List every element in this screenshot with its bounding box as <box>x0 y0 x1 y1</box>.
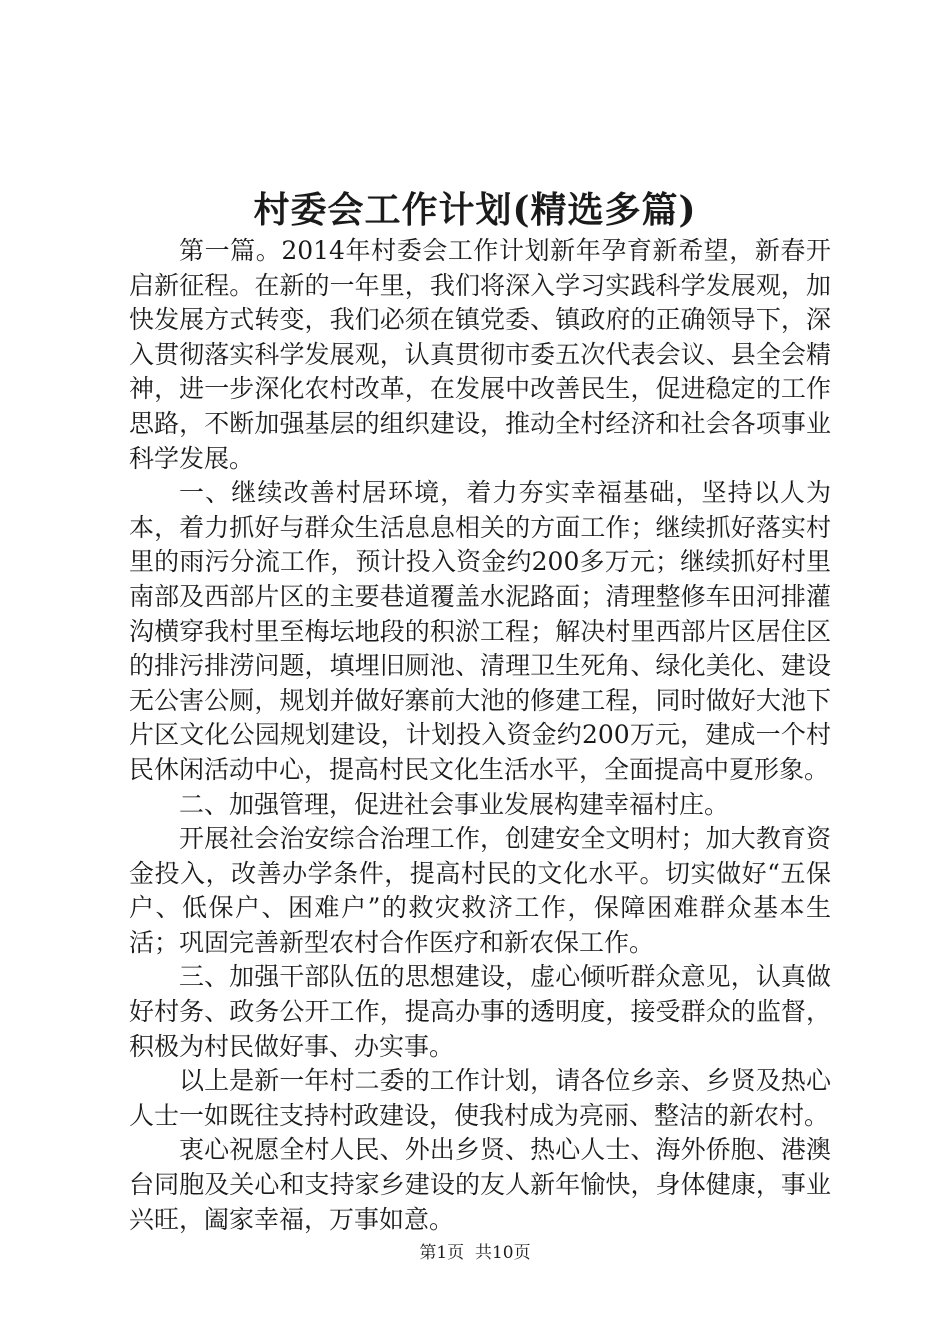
paragraph-2: 一、继续改善村居环境，着力夯实幸福基础，坚持以人为本，着力抓好与群众生活息息相关的方面工作；继续抓好落实村里的雨污分流工作，预计投入资金约200多万元；继续抓好村里南部及西部片区的主要巷道覆盖水泥路面；清理整修车田河排灌沟横穿我村里至梅坛地段的积淤工程；解决村里西部片区居住区的排污排涝问题，填埋旧厕池、清理卫生死角、绿化美化、建设无公害公厕，规划并做好寨前大池的修建工程，同时做好大池下片区文化公园规划建设，计划投入资金约200万元，建成一个村民休闲活动中心，提高村民文化生活水平，全面提高中夏形象。 <box>129 478 831 784</box>
paragraph-6: 以上是新一年村二委的工作计划，请各位乡亲、乡贤及热心人士一如既往支持村政建设，使我村成为亮丽、整洁的新农村。 <box>129 1066 831 1130</box>
page-number: 第1页 共10页 <box>419 1243 531 1263</box>
page-footer <box>0 1241 950 1265</box>
paragraph-7: 衷心祝愿全村人民、外出乡贤、热心人士、海外侨胞、港澳台同胞及关心和支持家乡建设的友人新年愉快，身体健康，事业兴旺，阖家幸福，万事如意。 <box>129 1135 831 1234</box>
paragraph-3: 二、加强管理，促进社会事业发展构建幸福村庄。 <box>179 789 730 819</box>
document-title: 村委会工作计划(精选多篇) <box>253 189 697 231</box>
paragraph-1: 第一篇。2014年村委会工作计划新年孕育新希望，新春开启新征程。在新的一年里，我们将深入学习实践科学发展观，加快发展方式转变，我们必须在镇党委、镇政府的正确领导下，深入贯彻落实科学发展观，认真贯彻市委五次代表会议、县全会精神，进一步深化农村改革，在发展中改善民生，促进稳定的工作思路，不断加强基层的组织建设，推动全村经济和社会各项事业科学发展。 <box>129 236 831 473</box>
document-body <box>129 234 831 1237</box>
paragraph-5: 三、加强干部队伍的思想建设，虚心倾听群众意见，认真做好村务、政务公开工作，提高办事的透明度，接受群众的监督，积极为村民做好事、办实事。 <box>129 962 831 1061</box>
paragraph-4: 开展社会治安综合治理工作，创建安全文明村；加大教育资金投入，改善办学条件，提高村民的文化水平。切实做好“五保户、低保户、困难户”的救灾救济工作，保障困难群众基本生活；巩固完善新型农村合作医疗和新农保工作。 <box>129 824 831 957</box>
